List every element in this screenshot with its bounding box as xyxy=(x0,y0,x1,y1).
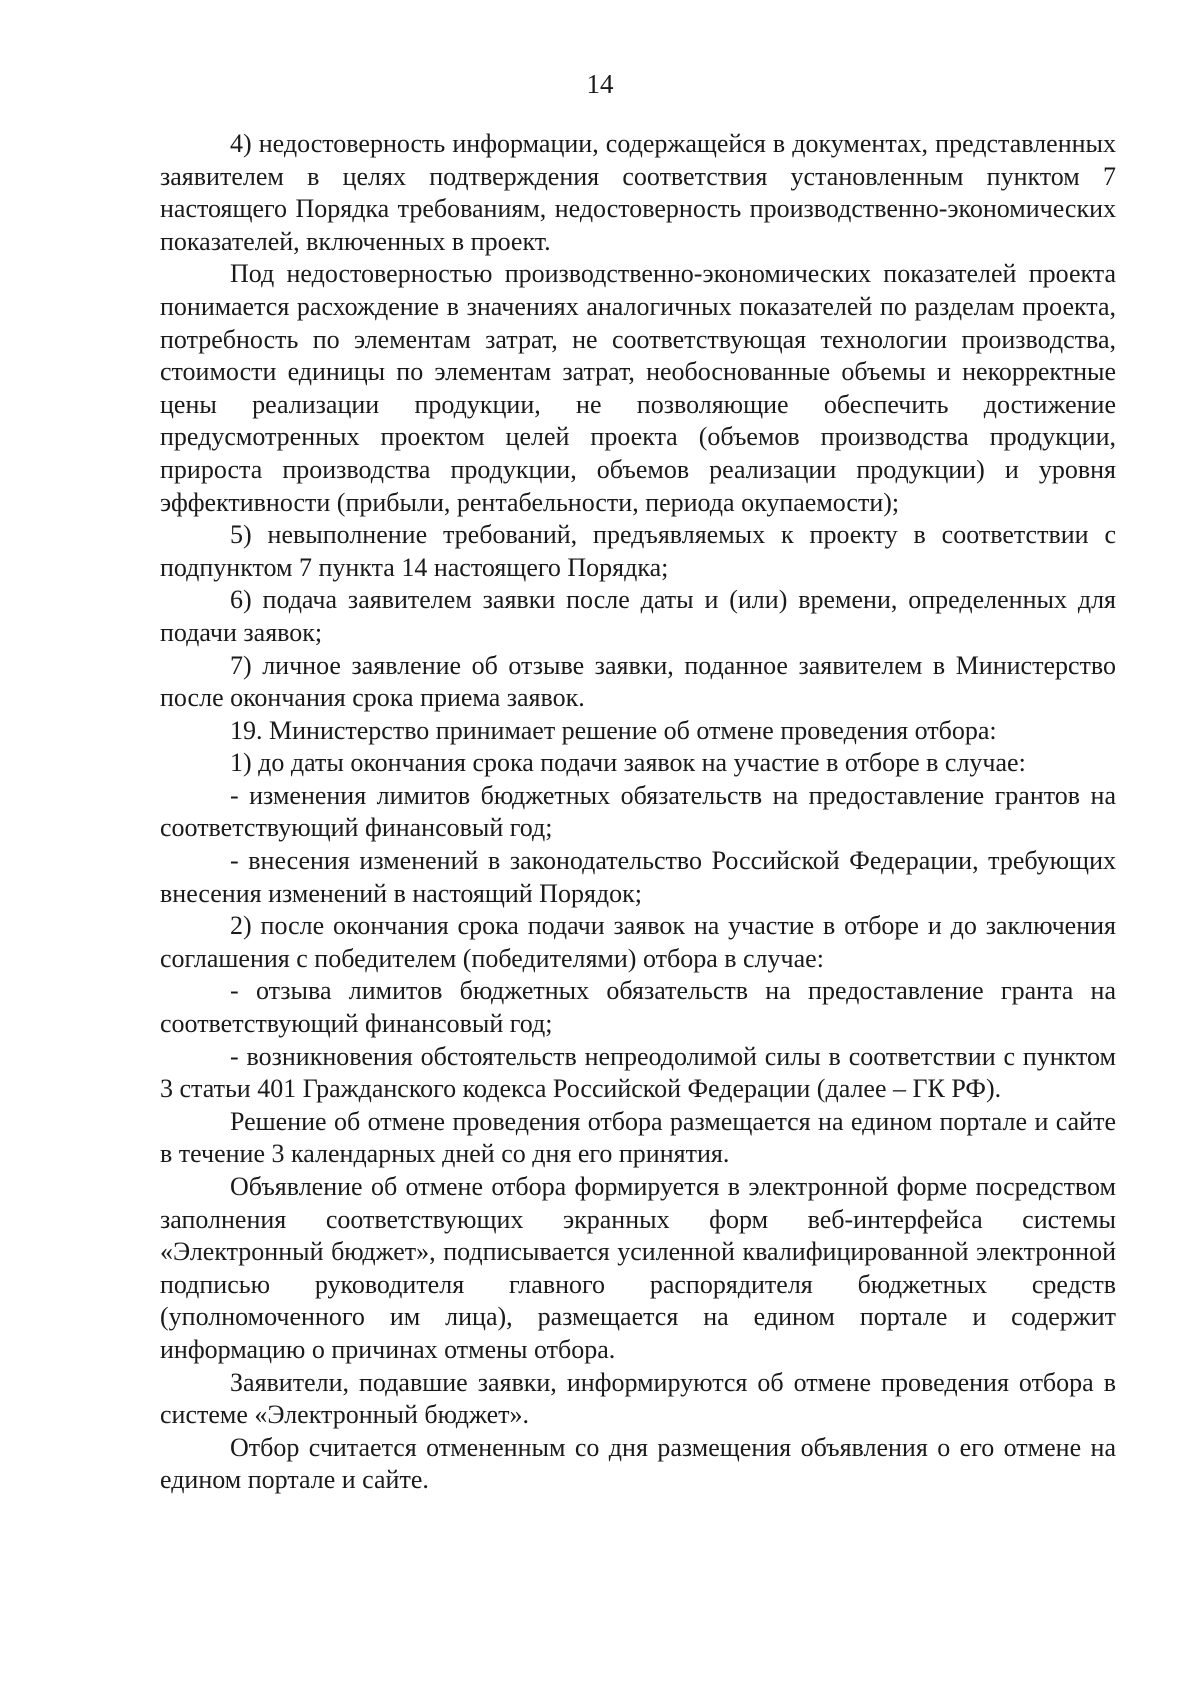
paragraph-item-4: 4) недостоверность информации, содержащейся в документах, представленных заявителем в целях подтверждения соответствия установленным пунктом 7 настоящего Порядка требованиям, недостоверность производственно-экономических показателей, включенных в проект. xyxy=(160,129,1116,256)
paragraph-19-item-2: 2) после окончания срока подачи заявок на участие в отборе и до заключения соглашения с победителем (победителями) отбора в случае: xyxy=(160,911,1116,973)
paragraph-cancel-decision: Решение об отмене проведения отбора размещается на едином портале и сайте в течение 3 календарных дней со дня его принятия. xyxy=(160,1106,1116,1169)
paragraph-cancel-announcement: Объявление об отмене отбора формируется в электронной форме посредством заполнения соответствующих экранных форм веб-интерфейса системы «Электронный бюджет», подписывается усиленной квалифицированной электронной подписью руководителя главного распорядителя бюджетных средств (уполномоченного им лица), размещается на едином портале и содержит информацию о причинах отмены отбора. xyxy=(160,1172,1116,1364)
page-number: 14 xyxy=(586,69,614,99)
paragraph-19-2-bullet-2: - возникновения обстоятельств непреодолимой силы в соответствии с пунктом 3 статьи 401 Гражданского кодекса Российской Федерации (далее – ГК РФ). xyxy=(160,1041,1116,1104)
paragraph-section-19: 19. Министерство принимает решение об отмене проведения отбора: xyxy=(230,715,997,745)
paragraph-item-6: 6) подача заявителем заявки после даты и (или) времени, определенных для подачи заявок; xyxy=(160,585,1116,647)
paragraph-applicants-informed: Заявители, подавшие заявки, информируются об отмене проведения отбора в системе «Электронный бюджет». xyxy=(160,1367,1116,1430)
paragraph-definition: Под недостоверностью производственно-экономических показателей проекта понимается расхождение в значениях аналогичных показателей по разделам проекта, потребность по элементам затрат, не соответствующая технологии производства, стоимости единицы по элементам затрат, необоснованные объемы и некорректные цены реализации продукции, не позволяющие обеспечить достижение предусмотренных проектом целей проекта (объемов производства продукции, прироста производства продукции, объемов реализации продукции) и уровня эффективности (прибыли, рентабельности, периода окупаемости); xyxy=(160,259,1116,517)
paragraph-19-2-bullet-1: - отзыва лимитов бюджетных обязательств на предоставление гранта на соответствующий финансовый год; xyxy=(160,976,1116,1039)
paragraph-19-1-bullet-1: - изменения лимитов бюджетных обязательств на предоставление грантов на соответствующий финансовый год; xyxy=(160,780,1116,843)
document-body xyxy=(160,128,1116,1497)
paragraph-19-1-bullet-2: - внесения изменений в законодательство Российской Федерации, требующих внесения изменений в настоящий Порядок; xyxy=(160,846,1116,908)
paragraph-19-item-1: 1) до даты окончания срока подачи заявок на участие в отборе в случае: xyxy=(230,748,1026,778)
paragraph-item-7: 7) личное заявление об отзыве заявки, поданное заявителем в Министерство после окончания срока приема заявок. xyxy=(160,650,1116,713)
paragraph-cancel-effective: Отбор считается отмененным со дня размещения объявления о его отмене на едином портале и сайте. xyxy=(160,1432,1116,1495)
paragraph-item-5: 5) невыполнение требований, предъявляемых к проекту в соответствии с подпунктом 7 пункта 14 настоящего Порядка; xyxy=(160,520,1116,582)
